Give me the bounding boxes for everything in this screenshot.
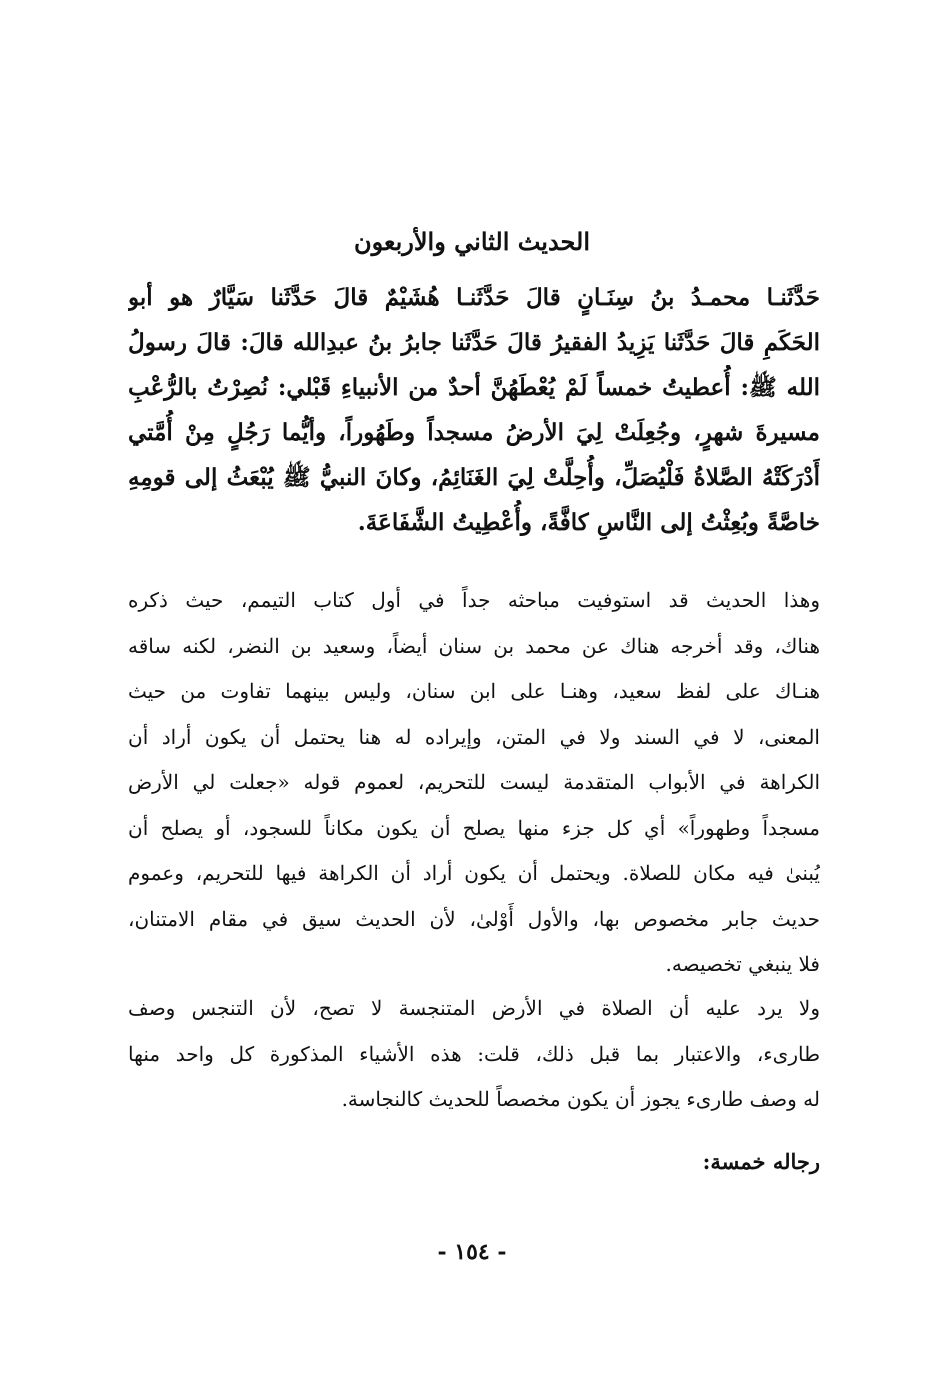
hadith-line: الحَكَمِ قالَ حَدَّثَنا يَزِيدُ الفقيرُ قالَ حَدَّثَنا جابرُ بنُ عبدِالله قالَ: قالَ رسولُ [128,329,820,356]
commentary-line: فلا ينبغي تخصيصه. [665,952,820,976]
hadith-line: خاصَّةً وبُعِثْتُ إلى النَّاسِ كافَّةً، وأُعْطِيتُ الشَّفَاعَةَ. [357,509,820,536]
commentary-line: المعنى، لا في السند ولا في المتن، وإيراده له هنا يحتمل أن يكون أراد أن [128,724,820,749]
commentary-line: وهذا الحديث قد استوفيت مباحثه جداً في أول كتاب التيمم، حيث ذكره [128,588,820,612]
hadith-line: حَدَّثَنـا محمـدُ بنُ سِنَـانٍ قالَ حَدَّثَنـا هُشَيْمٌ قالَ حَدَّثَنا سَيَّارٌ هو أبو [128,284,820,311]
page-number: - ١٥٤ - [437,1239,507,1265]
commentary-line: مسجداً وطهوراً» أي كل جزء منها يصلح أن يكون مكاناً للسجود، أو يصلح أن [128,815,820,840]
commentary-line: يُبنىٰ فيه مكان للصلاة. ويحتمل أن يكون أراد أن الكراهة فيها للتحريم، وعموم [128,861,820,885]
objection-paragraph [128,986,820,1123]
commentary-line: هناك، وقد أخرجه هناك عن محمد بن سنان أيضاً، وسعيد بن النضر، لكنه ساقه [128,633,820,658]
narrators-heading: رجاله خمسة: [702,1149,820,1174]
commentary-line: هنـاك على لفظ سعيد، وهنـا على ابن سنان، وليس بينهما تفاوت من حيث [128,679,820,703]
hadith-line: مسيرةَ شهرٍ، وجُعِلَتْ لِيَ الأرضُ مسجداً وطَهُوراً، وأيُّما رَجُلٍ مِنْ أُمَّتي [128,419,820,446]
objection-line: طارىء، والاعتبار بما قبل ذلك، قلت: هذه الأشياء المذكورة كل واحد منها [128,1041,820,1066]
objection-line: ولا يرد عليه أن الصلاة في الأرض المتنجسة لا تصح، لأن التنجس وصف [128,996,820,1020]
hadith-line: الله ﷺ: أُعطيتُ خمساً لَمْ يُعْطَهُنَّ أحدٌ من الأنبياءِ قَبْلي: نُصِرْتُ بالرُّعْبِ [128,374,820,401]
objection-line: له وصف طارىء يجوز أن يكون مخصصاً للحديث كالنجاسة. [341,1087,820,1111]
commentary-line: حديث جابر مخصوص بها، والأول أَوْلىٰ، لأن الحديث سيق في مقام الامتنان، [128,906,820,931]
hadith-title: الحديث الثاني والأربعون [353,227,591,256]
commentary-line: الكراهة في الأبواب المتقدمة ليست للتحريم، لعموم قوله «جعلت لي الأرض [128,770,820,794]
hadith-line: أَدْرَكَتْهُ الصَّلاةُ فَلْيُصَلِّ، وأُحِلَّتْ لِيَ الغَنَائِمُ، وكانَ النبيُّ ﷺ يُبْعَثُ إلى قومِهِ [128,464,820,491]
commentary-paragraph [128,578,820,988]
hadith-text [128,275,820,545]
